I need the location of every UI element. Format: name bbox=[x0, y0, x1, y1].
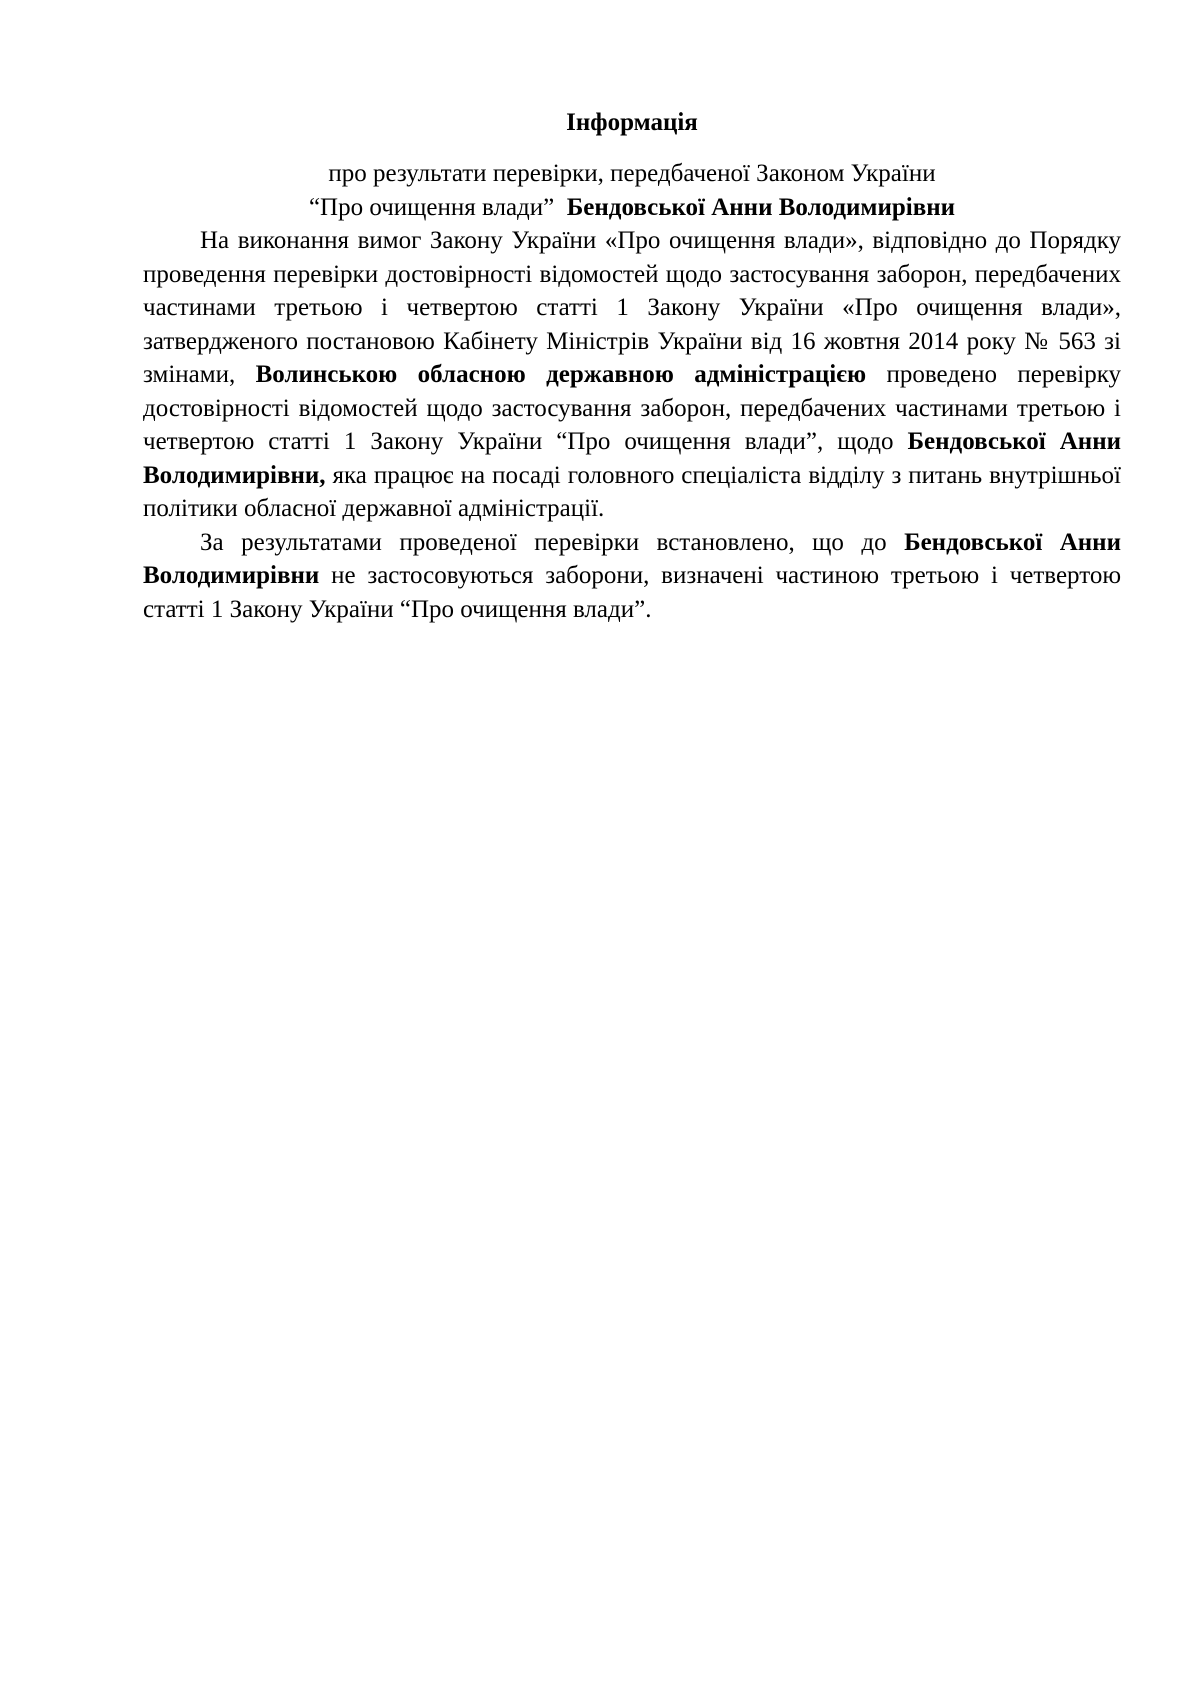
paragraph-result-person: Бендовської Анни Володимирівни bbox=[143, 528, 1121, 589]
paragraph-inspection-text-2: проведено перевірку достовірності відомостей щодо застосування заборон, передбачених частинами третьою і четвертою статті 1 Закону України “Про очищення влади”, щодо bbox=[143, 361, 1121, 455]
paragraph-result bbox=[143, 526, 1121, 627]
paragraph-inspection-text-1: На виконання вимог Закону України «Про очищення влади», відповідно до Порядку проведення перевірки достовірності відомостей щодо застосування заборон, передбачених частинами третьою і четвертою статті 1 Закону України «Про очищення влади», затвердженого постановою Кабінету Міністрів України від 16 жовтня 2014 року № 563 зі змінами, bbox=[143, 227, 1121, 388]
subtitle-law-name: “Про очищення влади” bbox=[308, 193, 567, 221]
document-subtitle-line2 bbox=[143, 191, 1121, 225]
paragraph-result-text-2: не застосовуються заборони, визначені частиною третьою і четвертою статті 1 Закону України “Про очищення влади”. bbox=[143, 562, 1121, 623]
paragraph-inspection-text-3: яка працює на посаді головного спеціаліста відділу з питань внутрішньої політики обласної державної адміністрації. bbox=[143, 461, 1121, 522]
paragraph-result-text-1: За результатами проведеної перевірки встановлено, що до bbox=[200, 528, 905, 556]
document-title: Інформація bbox=[566, 109, 698, 136]
document-body bbox=[143, 106, 1121, 626]
paragraph-inspection-authority: Волинською обласною державною адміністрацією bbox=[255, 361, 867, 388]
subtitle-person-name: Бендовської Анни Володимирівни bbox=[566, 193, 956, 221]
paragraph-inspection-person: Бендовської Анни Володимирівни, bbox=[143, 428, 1121, 489]
document-subtitle-line1: про результати перевірки, передбаченої Законом України bbox=[328, 160, 936, 187]
paragraph-inspection bbox=[143, 224, 1121, 526]
